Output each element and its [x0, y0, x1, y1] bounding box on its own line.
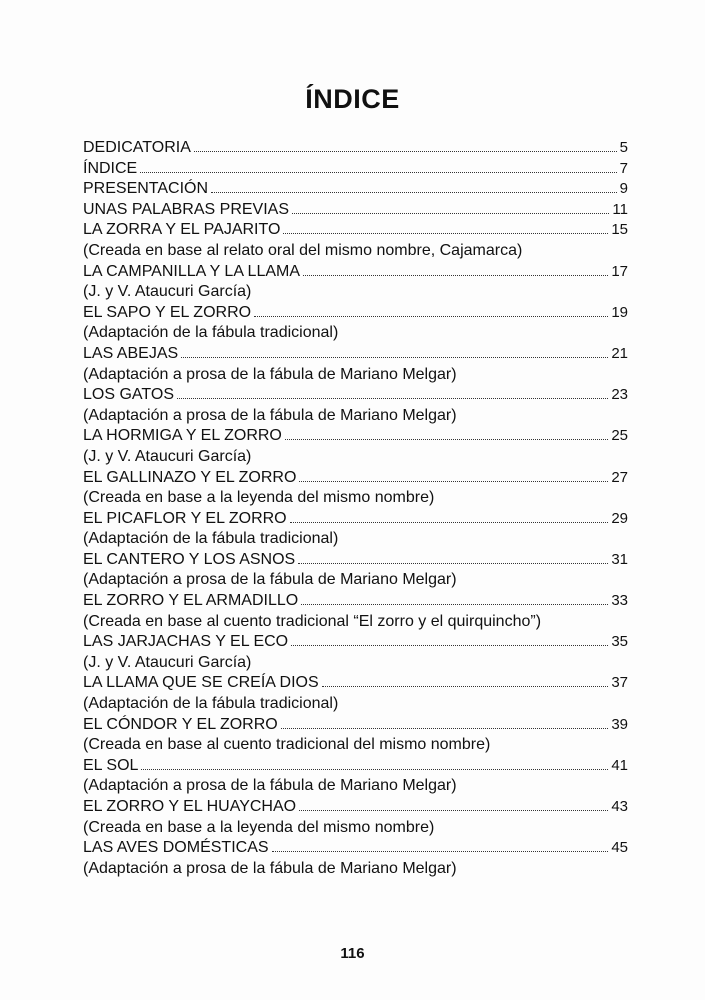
dot-leader — [254, 315, 608, 317]
toc-entry — [83, 179, 628, 200]
toc-entry-note: (Adaptación a prosa de la fábula de Mariano Melgar) — [83, 571, 457, 589]
toc-entry-page-number: 37 — [611, 674, 628, 692]
toc-entry-page-number: 7 — [619, 159, 628, 177]
toc-entry-row[interactable] — [83, 468, 628, 489]
toc-entry — [83, 344, 628, 385]
toc-entry-page-number: 29 — [611, 509, 628, 527]
toc-entry-title: LOS GATOS — [83, 386, 174, 404]
toc-entry-row[interactable] — [83, 344, 628, 365]
toc-entry-note: (J. y V. Ataucuri García) — [83, 653, 252, 671]
dot-leader — [291, 644, 608, 646]
toc-entry-row[interactable] — [83, 385, 628, 406]
toc-entry-row[interactable] — [83, 220, 628, 241]
toc-entry — [83, 632, 628, 673]
toc-entry — [83, 385, 628, 426]
toc-entry-row[interactable] — [83, 591, 628, 612]
toc-entry — [83, 591, 628, 632]
toc-entry-title: ÍNDICE — [83, 159, 138, 177]
toc-entry-page-number: 15 — [611, 221, 628, 239]
toc-entry — [83, 838, 628, 879]
toc-entry-title: LAS JARJACHAS Y EL ECO — [83, 633, 289, 651]
toc-entry-note: (Creada en base al relato oral del mismo nombre, Cajamarca) — [83, 241, 523, 259]
toc-entry-row[interactable] — [83, 262, 628, 283]
toc-entry-note: (Adaptación a prosa de la fábula de Mariano Melgar) — [83, 777, 457, 795]
toc-entry-row[interactable] — [83, 200, 628, 221]
toc-entry-page-number: 27 — [611, 468, 628, 486]
toc-entry-title: LAS ABEJAS — [83, 344, 179, 362]
toc-entry-row[interactable] — [83, 426, 628, 447]
toc-entry-title: LA HORMIGA Y EL ZORRO — [83, 427, 282, 445]
dot-leader — [194, 150, 617, 152]
toc-entry-row[interactable] — [83, 303, 628, 324]
toc-entry-page-number: 21 — [611, 344, 628, 362]
toc-entry-note: (Adaptación a prosa de la fábula de Mariano Melgar) — [83, 859, 457, 877]
dot-leader — [211, 191, 617, 193]
toc-entry-note: (J. y V. Ataucuri García) — [83, 283, 252, 301]
toc-entry-title: LA CAMPANILLA Y LA LLAMA — [83, 262, 301, 280]
toc-entry-title: EL CÓNDOR Y EL ZORRO — [83, 715, 278, 733]
toc-entry-row[interactable] — [83, 838, 628, 859]
toc-entry-row[interactable] — [83, 159, 628, 180]
toc-entry — [83, 200, 628, 221]
toc-entry — [83, 797, 628, 838]
toc-entry-row[interactable] — [83, 715, 628, 736]
toc-entry-note: (Adaptación a prosa de la fábula de Mariano Melgar) — [83, 365, 457, 383]
toc-entry — [83, 509, 628, 550]
dot-leader — [303, 274, 608, 276]
toc-entry-note: (Adaptación de la fábula tradicional) — [83, 324, 339, 342]
dot-leader — [141, 768, 608, 770]
toc-entry — [83, 303, 628, 344]
dot-leader — [299, 809, 608, 811]
dot-leader — [292, 212, 609, 214]
table-of-contents — [83, 138, 628, 879]
toc-entry-title: UNAS PALABRAS PREVIAS — [83, 200, 289, 218]
toc-entry-title: EL ZORRO Y EL ARMADILLO — [83, 592, 299, 610]
toc-entry — [83, 715, 628, 756]
toc-entry-page-number: 5 — [619, 139, 628, 156]
toc-entry-title: LA LLAMA QUE SE CREÍA DIOS — [83, 674, 319, 692]
toc-entry-page-number: 17 — [611, 262, 628, 280]
toc-entry-page-number: 43 — [611, 798, 628, 815]
toc-entry-note: (Creada en base a la leyenda del mismo nombre) — [83, 818, 435, 836]
toc-entry-row[interactable] — [83, 756, 628, 777]
toc-entry — [83, 673, 628, 714]
toc-entry-page-number: 45 — [611, 839, 628, 857]
toc-entry-row[interactable] — [83, 509, 628, 530]
toc-entry-row[interactable] — [83, 673, 628, 694]
toc-entry-page-number: 31 — [611, 550, 628, 568]
dot-leader — [283, 232, 608, 234]
toc-entry-page-number: 35 — [611, 633, 628, 651]
toc-entry-title: LAS AVES DOMÉSTICAS — [83, 839, 269, 857]
dot-leader — [301, 603, 608, 605]
toc-entry-page-number: 39 — [611, 715, 628, 733]
dot-leader — [322, 685, 609, 687]
page-number: 116 — [340, 945, 365, 962]
toc-entry-note: (Creada en base al cuento tradicional “El zorro y el quirquincho”) — [83, 612, 542, 630]
toc-entry-page-number: 33 — [611, 592, 628, 610]
dot-leader — [181, 356, 608, 358]
toc-entry — [83, 220, 628, 261]
toc-entry-title: EL SAPO Y EL ZORRO — [83, 303, 252, 321]
toc-entry-page-number: 9 — [619, 180, 628, 198]
toc-entry-row[interactable] — [83, 550, 628, 571]
toc-entry-note: (Adaptación de la fábula tradicional) — [83, 695, 339, 713]
toc-entry-note: (Creada en base a la leyenda del mismo nombre) — [83, 489, 435, 507]
dot-leader — [285, 438, 608, 440]
toc-entry-row[interactable] — [83, 179, 628, 200]
toc-entry-note: (Creada en base al cuento tradicional del mismo nombre) — [83, 736, 491, 754]
toc-entry-row[interactable] — [83, 632, 628, 653]
page-title: ÍNDICE — [305, 84, 400, 114]
toc-entry — [83, 550, 628, 591]
toc-entry — [83, 756, 628, 797]
toc-entry-title: DEDICATORIA — [83, 139, 191, 156]
toc-entry-page-number: 25 — [611, 427, 628, 445]
toc-entry-title: PRESENTACIÓN — [83, 180, 209, 198]
toc-entry-page-number: 23 — [611, 386, 628, 404]
dot-leader — [140, 171, 616, 173]
dot-leader — [298, 562, 608, 564]
toc-entry — [83, 138, 628, 159]
dot-leader — [299, 480, 608, 482]
toc-entry-page-number: 19 — [611, 303, 628, 321]
toc-entry-title: LA ZORRA Y EL PAJARITO — [83, 221, 281, 239]
toc-entry-note: (Adaptación a prosa de la fábula de Mariano Melgar) — [83, 406, 457, 424]
toc-entry-page-number: 11 — [612, 200, 628, 218]
toc-entry-title: EL CANTERO Y LOS ASNOS — [83, 550, 296, 568]
dot-leader — [177, 397, 608, 399]
toc-entry-title: EL SOL — [83, 756, 139, 774]
dot-leader — [281, 727, 609, 729]
toc-entry-title: EL GALLINAZO Y EL ZORRO — [83, 468, 297, 486]
toc-entry — [83, 468, 628, 509]
toc-entry-row[interactable] — [83, 797, 628, 818]
toc-entry-row[interactable] — [83, 138, 628, 159]
toc-entry-title: EL ZORRO Y EL HUAYCHAO — [83, 798, 297, 815]
toc-entry — [83, 426, 628, 467]
dot-leader — [272, 850, 609, 852]
toc-entry-page-number: 41 — [611, 756, 628, 774]
toc-entry-title: EL PICAFLOR Y EL ZORRO — [83, 509, 287, 527]
toc-entry-note: (Adaptación de la fábula tradicional) — [83, 530, 339, 548]
toc-entry — [83, 262, 628, 303]
toc-entry-note: (J. y V. Ataucuri García) — [83, 447, 252, 465]
toc-entry — [83, 159, 628, 180]
dot-leader — [290, 521, 609, 523]
